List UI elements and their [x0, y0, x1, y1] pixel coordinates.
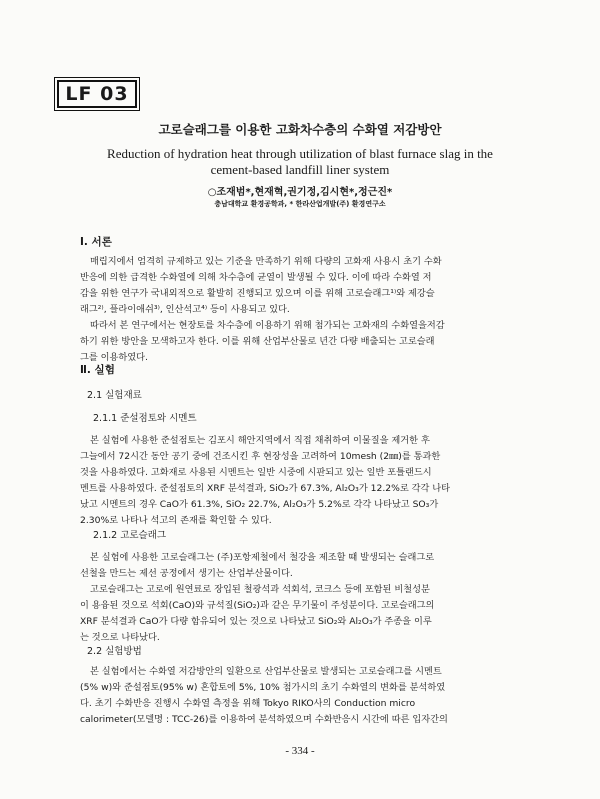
text-line: 감을 위한 연구가 국내외적으로 활발히 진행되고 있으며 이를 위해 고로슬래그¹⁾와 제강슬 — [80, 288, 435, 299]
title-korean: 고로슬래그를 이용한 고화차수층의 수화열 저감방안 — [158, 122, 442, 137]
text-line: XRF 분석결과 CaO가 다량 함유되어 있는 것으로 나타났고 SiO₂와 Al₂O₃가 주종을 이루 — [80, 616, 432, 627]
text-line: 그늘에서 72시간 동안 공기 중에 건조시킨 후 현장성을 고려하여 10mesh (2㎜)를 통과한 — [80, 451, 441, 462]
text-line: 따라서 본 연구에서는 현장토를 차수층에 이용하기 위해 첨가되는 고화재의 수화열을저감 — [90, 320, 445, 331]
text-line: 본 실험에 사용한 준설점토는 김포시 해안지역에서 직접 채취하여 이물질을 제거한 후 — [90, 435, 430, 446]
section-heading-introduction: Ⅰ. 서론 — [80, 236, 112, 248]
text-line: 매립지에서 엄격히 규제하고 있는 기준을 만족하기 위해 다량의 고화재 사용시 초기 수화 — [90, 256, 442, 267]
text-line: 선철을 만드는 제선 공정에서 생기는 산업부산물이다. — [80, 568, 293, 579]
clay-cement-paragraph — [80, 433, 518, 529]
text-line: 것을 사용하였다. 고화재로 사용된 시멘트는 일반 시중에 시판되고 있는 일반 포틀랜드시 — [80, 467, 432, 478]
section-code-box: LF 03 — [57, 80, 137, 108]
subsubsection-heading-clay-cement: 2.1.1 준설점토와 시멘트 — [93, 413, 197, 424]
text-line: (5% w)와 준설점토(95% w) 혼합토에 5%, 10% 첨가시의 초기 수화열의 변화를 분석하였 — [80, 682, 446, 693]
subsection-heading-method: 2.2 실험방법 — [87, 646, 142, 657]
subsection-heading-materials: 2.1 실험재료 — [87, 390, 142, 401]
text-line: 났고 시멘트의 경우 CaO가 61.3%, SiO₂ 22.7%, Al₂O₃가 5.2%로 각각 나타났고 SO₃가 — [80, 499, 439, 510]
page-number: - 334 - — [285, 745, 315, 757]
title-english-line: cement-based landfill liner system — [210, 162, 390, 177]
text-line: 그를 이용하였다. — [80, 352, 148, 363]
text-line: 이 용융된 것으로 석회(CaO)와 규석질(SiO₂)과 같은 무기물이 주성분이다. 고로슬래그의 — [80, 600, 435, 611]
authors: ○조재범*,현재혁,권기정,김시현*,정근진* — [207, 187, 393, 198]
affiliation: 충남대학교 환경공학과, * 한라산업개발(주) 환경연구소 — [214, 200, 386, 208]
method-paragraph — [80, 664, 518, 728]
subsubsection-heading-slag: 2.1.2 고로슬래그 — [93, 530, 167, 541]
intro-paragraph-1 — [80, 254, 518, 318]
text-line: 하기 위한 방안을 모색하고자 한다. 이를 위해 산업부산물로 년간 다량 배출되는 고로슬래 — [80, 336, 435, 347]
text-line: 는 것으로 나타났다. — [80, 632, 160, 643]
slag-paragraph-1 — [80, 550, 518, 582]
section-heading-experiment: Ⅱ. 실험 — [80, 364, 115, 376]
text-line: 고로슬래그는 고로에 원연료로 장입된 철광석과 석회석, 코크스 등에 포함된 비철성분 — [90, 584, 430, 595]
text-line: 래그²⁾, 플라이애쉬³⁾, 인산석고⁴⁾ 등이 사용되고 있다. — [80, 304, 290, 315]
title-english-line: Reduction of hydration heat through utilization of blast furnace slag in the — [107, 146, 493, 161]
slag-paragraph-2 — [80, 582, 518, 646]
text-line: calorimeter(모델명 : TCC-26)를 이용하여 분석하였으며 수화반응시 시간에 따른 입자간의 — [80, 714, 448, 725]
text-line: 멘트를 사용하였다. 준설점토의 XRF 분석결과, SiO₂가 67.3%, Al₂O₃가 12.2%로 각각 나타 — [80, 483, 451, 494]
intro-paragraph-2 — [80, 318, 518, 366]
text-line: 다. 초기 수화반응 진행시 수화열 측정을 위해 Tokyo RIKO사의 Conduction micro — [80, 698, 416, 709]
text-line: 본 실험에 사용한 고로슬래그는 (주)포항제철에서 철강을 제조할 때 발생되는 슬래그로 — [90, 552, 435, 563]
text-line: 본 실험에서는 수화열 저감방안의 일환으로 산업부산물로 발생되는 고로슬래그를 시멘트 — [90, 666, 442, 677]
text-line: 반응에 의한 급격한 수화열에 의해 차수층에 균열이 발생될 수 있다. 이에 따라 수화열 저 — [80, 272, 432, 283]
text-line: 2.30%로 나타나 석고의 존재를 확인할 수 있다. — [80, 515, 272, 526]
title-english — [60, 146, 540, 178]
